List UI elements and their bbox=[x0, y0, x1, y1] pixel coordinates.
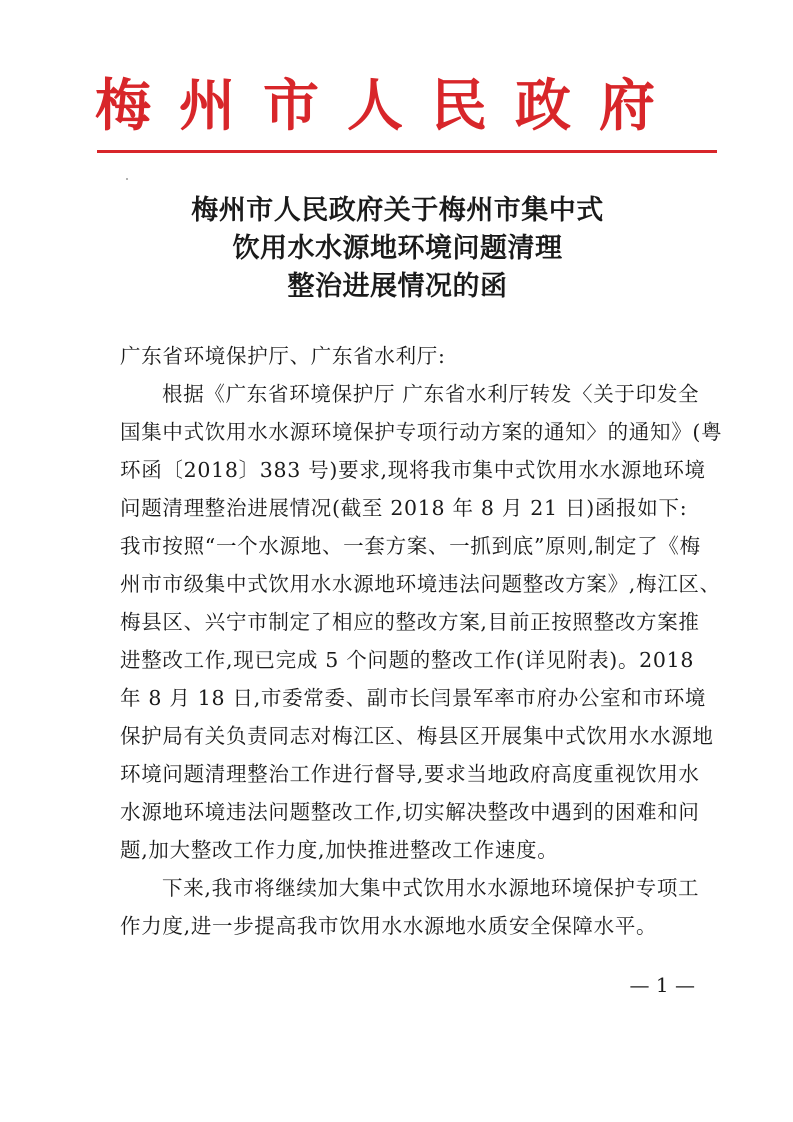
body-line: 我市按照“一个水源地、一套方案、一抓到底”原则,制定了《梅 bbox=[120, 534, 701, 558]
body-line: 题,加大整改工作力度,加快推进整改工作速度。 bbox=[120, 838, 559, 862]
masthead-government-name: 梅州市人民政府 bbox=[95, 73, 683, 139]
body-line: 水源地环境违法问题整改工作,切实解决整改中遇到的困难和问 bbox=[120, 800, 700, 824]
scan-speck bbox=[126, 178, 128, 180]
addressee: 广东省环境保护厅、广东省水利厅: bbox=[120, 344, 446, 368]
body-line: 保护局有关负责同志对梅江区、梅县区开展集中式饮用水水源地 bbox=[120, 724, 714, 748]
body-line: 下来,我市将继续加大集中式饮用水水源地环境保护专项工 bbox=[162, 876, 700, 900]
body-line: 年 8 月 18 日,市委常委、副市长闫景军率市府办公室和市环境 bbox=[120, 686, 707, 710]
title-line-2: 饮用水水源地环境问题清理 bbox=[232, 233, 563, 264]
title-line-1: 梅州市人民政府关于梅州市集中式 bbox=[191, 195, 604, 226]
body-line: 根据《广东省环境保护厅 广东省水利厅转发〈关于印发全 bbox=[162, 382, 700, 406]
body-line: 环函〔2018〕383 号)要求,现将我市集中式饮用水水源地环境 bbox=[120, 458, 706, 482]
title-line-3: 整治进展情况的函 bbox=[287, 271, 508, 302]
body-line: 州市市级集中式饮用水水源地环境违法问题整改方案》,梅江区、 bbox=[120, 572, 721, 596]
body-line: 问题清理整治进展情况(截至 2018 年 8 月 21 日)函报如下: bbox=[120, 496, 688, 520]
letter-body bbox=[120, 337, 723, 945]
document-title bbox=[120, 192, 675, 306]
body-line: 国集中式饮用水水源环境保护专项行动方案的通知〉的通知》(粤 bbox=[120, 420, 723, 444]
body-line: 梅县区、兴宁市制定了相应的整改方案,目前正按照整改方案推 bbox=[120, 610, 700, 634]
body-line: 作力度,进一步提高我市饮用水水源地水质安全保障水平。 bbox=[120, 914, 658, 938]
body-line: 进整改工作,现已完成 5 个问题的整改工作(详见附表)。2018 bbox=[120, 648, 695, 672]
page-number: — 1 — bbox=[629, 973, 695, 997]
body-line: 环境问题清理整治工作进行督导,要求当地政府高度重视饮用水 bbox=[120, 762, 700, 786]
masthead-red-divider bbox=[97, 150, 717, 153]
